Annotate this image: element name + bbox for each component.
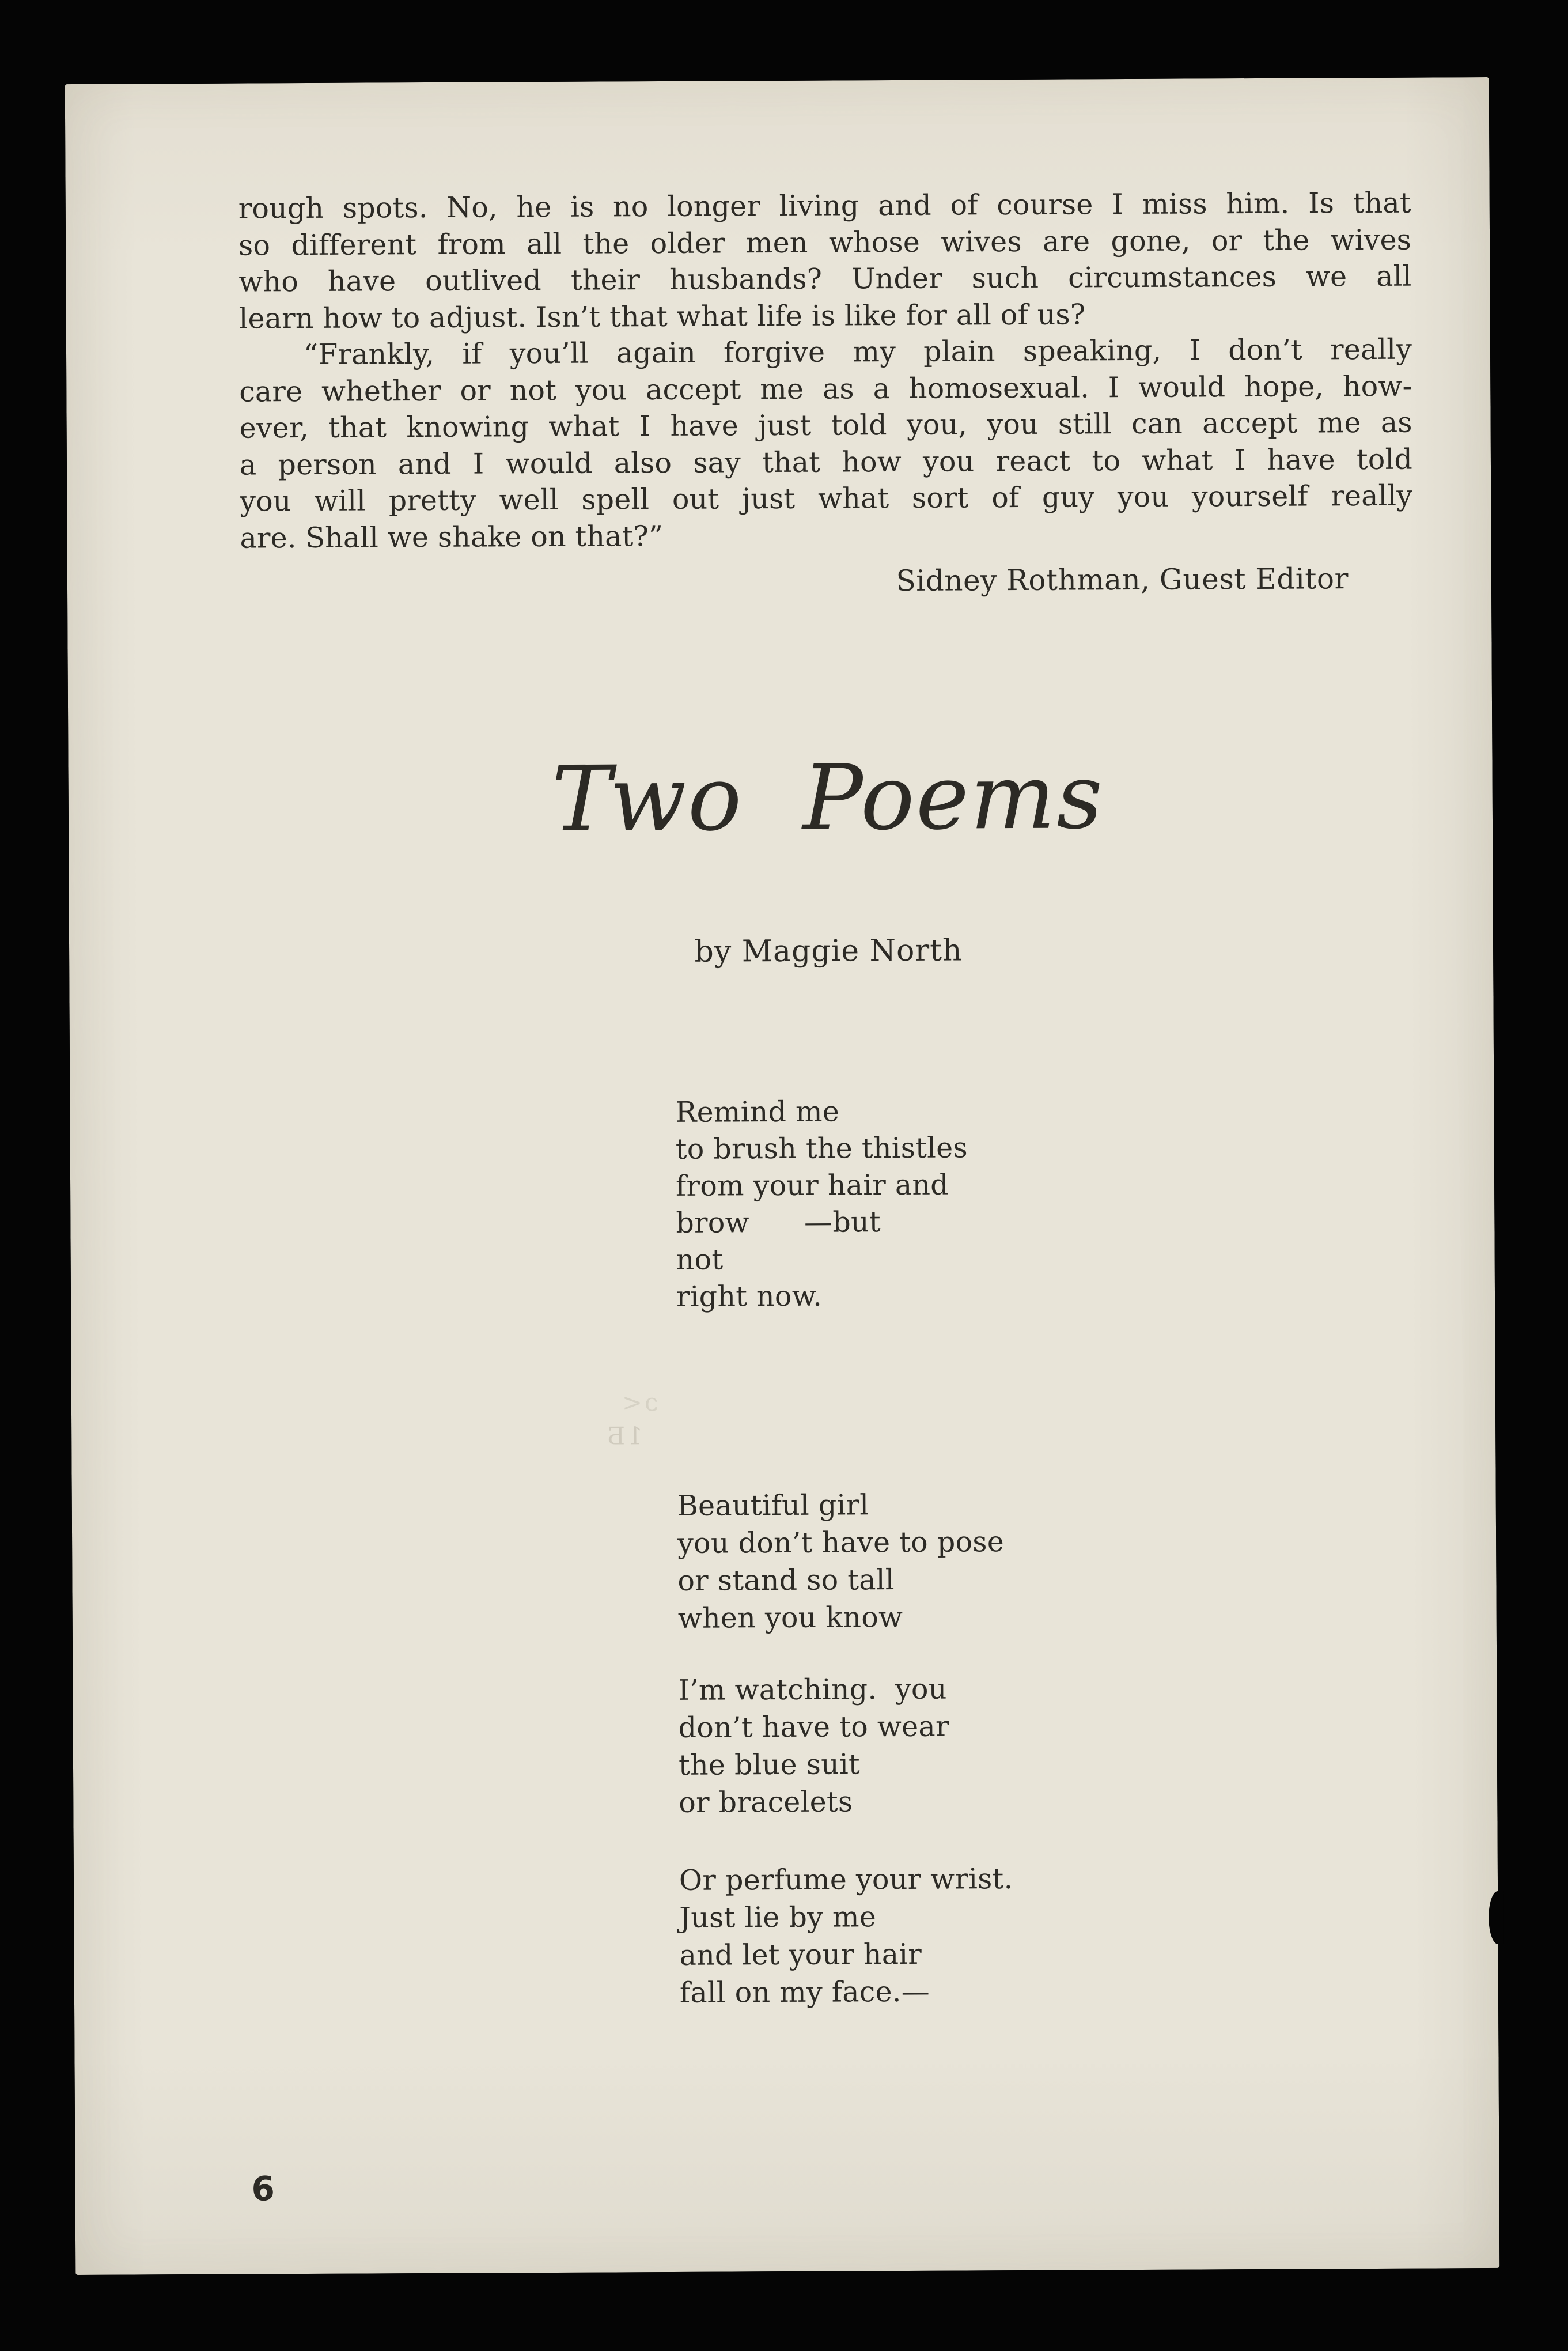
text-line: who have outlived their husbands? Under such circumstances we all <box>238 259 1412 298</box>
poem-second-stanza-3 <box>679 1860 1014 2012</box>
poem-line: the blue suit <box>678 1748 861 1782</box>
poem-line: from your hair and <box>675 1168 949 1203</box>
page-number: 6 <box>251 2169 275 2209</box>
ink-show-through-mark: ɔ< <box>619 1388 658 1417</box>
poem-line: I’m watching. you <box>678 1672 947 1707</box>
poem-line: brow —but <box>676 1205 881 1239</box>
scanned-page <box>65 77 1500 2275</box>
poem-first <box>675 1093 968 1315</box>
paper-edge-notch <box>1489 1891 1503 1944</box>
poem-line: Just lie by me <box>679 1900 877 1934</box>
poem-line: fall on my face.— <box>679 1975 930 2009</box>
editor-letter-paragraphs <box>238 185 1413 557</box>
text-line: learn how to adjust. Isn’t that what life is like for all of us? <box>238 297 1086 335</box>
poem-line: not <box>676 1243 724 1276</box>
ink-show-through-mark: 1Б <box>605 1422 643 1450</box>
text-line: are. Shall we shake on that?” <box>240 519 664 555</box>
poem-line: or stand so tall <box>677 1563 895 1597</box>
text-line: “Frankly, if you’ll again forgive my plain speaking, I don’t really <box>303 332 1412 372</box>
poem-second-stanza-2 <box>678 1670 949 1821</box>
text-line: ever, that knowing what I have just told you, you still can accept me as <box>239 406 1412 445</box>
poem-second-stanza-1 <box>677 1486 1005 1637</box>
poem-line: you don’t have to pose <box>677 1525 1005 1560</box>
text-line: so different from all the older men whose wives are gone, or the wives <box>238 223 1412 262</box>
poem-line: Or perfume your wrist. <box>679 1862 1013 1897</box>
poem-line: Beautiful girl <box>677 1488 869 1522</box>
feature-title: Two Poems <box>551 744 1104 852</box>
poem-line: right now. <box>676 1279 823 1313</box>
poem-line: to brush the thistles <box>675 1131 968 1166</box>
feature-byline: by Maggie North <box>694 933 963 969</box>
text-line: you will pretty well spell out just what sort of guy you yourself really <box>240 479 1413 518</box>
text-line: care whether or not you accept me as a homosexual. I would hope, how- <box>239 369 1412 409</box>
poem-line: and let your hair <box>679 1937 922 1972</box>
poem-line: don’t have to wear <box>678 1710 949 1744</box>
text-line: rough spots. No, he is no longer living and of course I miss him. Is that <box>238 186 1411 225</box>
text-line: a person and I would also say that how you react to what I have told <box>239 443 1413 482</box>
poem-line: or bracelets <box>679 1785 853 1819</box>
poem-line: Remind me <box>675 1095 840 1129</box>
poem-line: when you know <box>677 1600 903 1635</box>
guest-editor-attribution: Sidney Rothman, Guest Editor <box>896 562 1349 598</box>
